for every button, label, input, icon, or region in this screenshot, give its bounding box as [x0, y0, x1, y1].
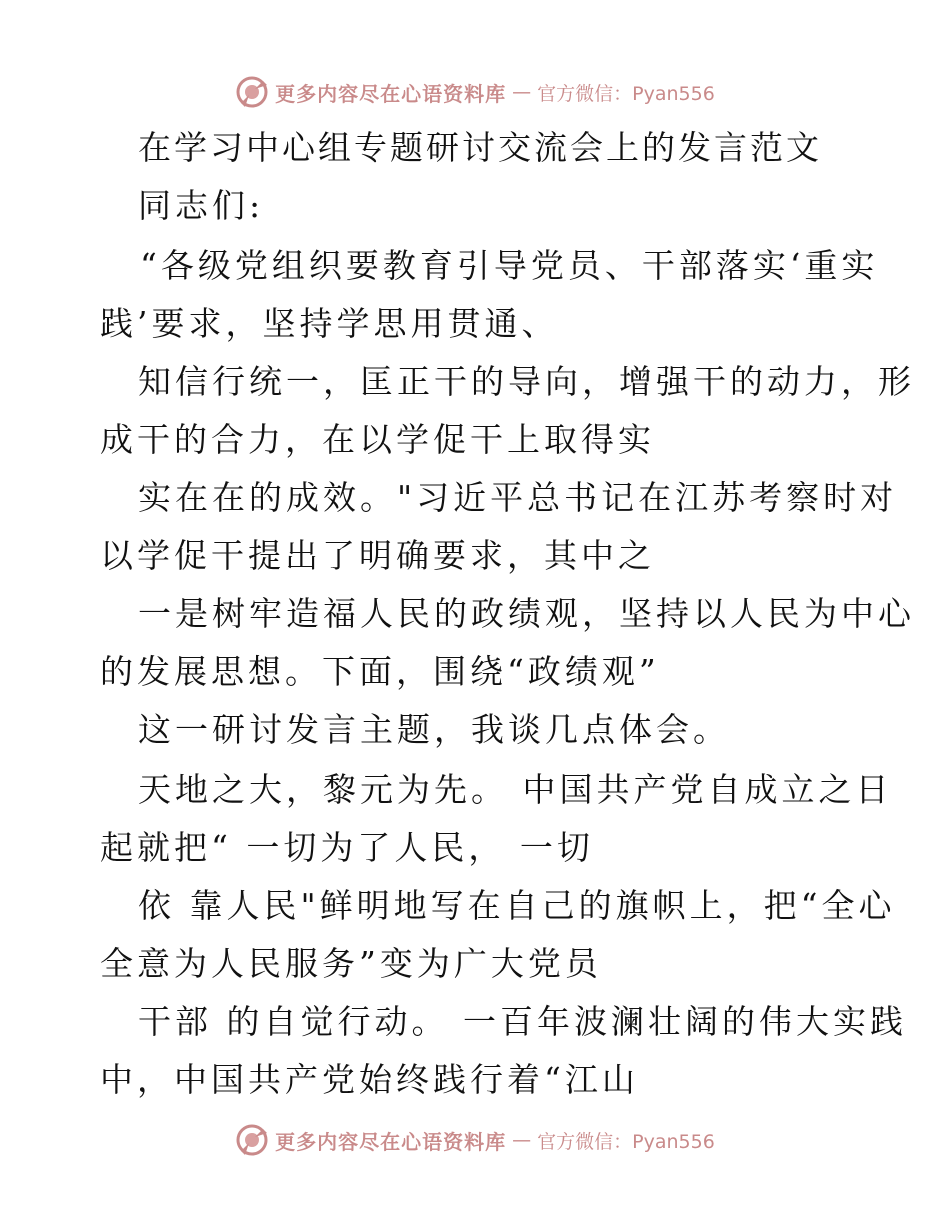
document-title: 在学习中心组专题研讨交流会上的发言范文 [138, 128, 822, 167]
text-line: “各级党组织要教育引导党员、干部落实‘重实 [140, 246, 879, 285]
watermark-dash: — [512, 1129, 532, 1151]
text-line: 的发展思想。下面，围绕“政绩观” [100, 652, 660, 691]
salutation: 同志们: [138, 186, 265, 225]
text-line: 起就把“ 一切为了人民， 一切 [100, 828, 594, 867]
text-line: 知信行统一，匡正干的导向，增强干的动力，形 [138, 362, 915, 401]
text-line: 一是树牢造福人民的政绩观，坚持以人民为中心 [138, 594, 915, 633]
footer-watermark [0, 1120, 950, 1160]
ribbon-seal-icon [235, 75, 269, 109]
header-watermark [0, 72, 950, 112]
text-line: 践’要求，坚持学思用贯通、 [100, 304, 559, 343]
watermark-site-text: 更多内容尽在心语资料库 [275, 81, 507, 106]
watermark-wechat-text: 官方微信：Pyan556 [537, 82, 715, 105]
text-line: 天地之大，黎元为先。 中国共产党自成立之日 [138, 770, 893, 809]
watermark-site-text: 更多内容尽在心语资料库 [275, 1129, 507, 1154]
text-line: 中，中国共产党始终践行着“江山 [100, 1060, 639, 1099]
text-line: 依 靠人民"鲜明地写在自己的旗帜上，把“全心 [138, 886, 896, 925]
ribbon-seal-icon [235, 1123, 269, 1157]
text-line: 干部 的自觉行动。 一百年波澜壮阔的伟大实践 [138, 1002, 907, 1041]
text-line: 成干的合力，在以学促干上取得实 [100, 420, 655, 459]
watermark-wechat-text: 官方微信：Pyan556 [537, 1130, 715, 1153]
text-line: 以学促干提出了明确要求，其中之 [100, 536, 655, 575]
text-line: 全意为人民服务”变为广大党员 [100, 944, 602, 983]
text-line: 这一研讨发言主题，我谈几点体会。 [138, 710, 730, 749]
text-line: 实在在的成效。"习近平总书记在江苏考察时对 [138, 478, 898, 517]
watermark-dash: — [512, 81, 532, 103]
